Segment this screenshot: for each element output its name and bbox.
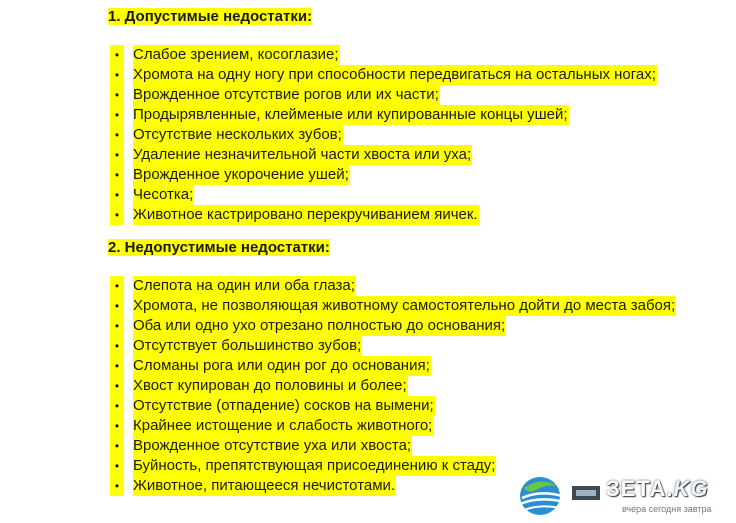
list-item-text: Хромота на одну ногу при способности передвигаться на остальных ногах; <box>133 66 656 83</box>
bullet-icon: • <box>110 45 124 65</box>
bullet-icon: • <box>110 396 124 416</box>
list-item-text: Слепота на один или оба глаза; <box>133 277 355 294</box>
bullet-icon: • <box>110 145 124 165</box>
list-item-text: Животное, питающееся нечистотами. <box>133 477 396 494</box>
logo-mark-icon <box>572 484 600 502</box>
list-item-text: Буйность, препятствующая присоединению к стаду; <box>133 457 496 474</box>
list-item-text: Оба или одно ухо отрезано полностью до основания; <box>133 317 506 334</box>
list-item-text: Крайнее истощение и слабость животного; <box>133 417 433 434</box>
watermark-tagline: вчера сегодня завтра <box>622 504 712 514</box>
bullet-icon: • <box>110 85 124 105</box>
watermark-logo <box>514 468 736 523</box>
bullet-icon: • <box>110 185 124 205</box>
list-item-text: Чесотка; <box>133 186 194 203</box>
bullet-icon: • <box>110 316 124 336</box>
list-item-text: Отсутствует большинство зубов; <box>133 337 362 354</box>
bullet-icon: • <box>110 456 124 476</box>
list-item-text: Слабое зрением, косоглазие; <box>133 46 339 63</box>
list-item-text: Врожденное отсутствие уха или хвоста; <box>133 437 412 454</box>
list-item-text: Хромота, не позволяющая животному самостоятельно дойти до места забоя; <box>133 297 676 314</box>
bullet-icon: • <box>110 165 124 185</box>
list-item-text: Отсутствие нескольких зубов; <box>133 126 342 143</box>
bullet-icon: • <box>110 356 124 376</box>
globe-icon <box>516 472 566 518</box>
list-item-text: Продырявленные, клейменые или купированные концы ушей; <box>133 106 568 123</box>
bullet-icon: • <box>110 125 124 145</box>
bullet-icon: • <box>110 436 124 456</box>
bullet-icon: • <box>110 336 124 356</box>
bullet-icon: • <box>110 276 124 296</box>
bullet-icon: • <box>110 205 124 225</box>
list-item-text: Удаление незначительной части хвоста или уха; <box>133 146 472 163</box>
bullet-icon: • <box>110 65 124 85</box>
list-item-text: Врожденное укорочение ушей; <box>133 166 349 183</box>
section-title-acceptable-defects: 1. Допустимые недостатки: <box>108 8 313 25</box>
list-item-text: Животное кастрировано перекручиванием яичек. <box>133 206 478 223</box>
list-item-text: Отсутствие (отпадение) сосков на вымени; <box>133 397 434 414</box>
list-item-text: Врожденное отсутствие рогов или их части; <box>133 86 439 103</box>
section-title-unacceptable-defects: 2. Недопустимые недостатки: <box>108 239 330 256</box>
bullet-icon: • <box>110 296 124 316</box>
bullet-icon: • <box>110 376 124 396</box>
list-item-text: Сломаны рога или один рог до основания; <box>133 357 430 374</box>
bullet-icon: • <box>110 476 124 496</box>
bullet-icon: • <box>110 105 124 125</box>
bullet-icon: • <box>110 416 124 436</box>
watermark-brand: ЗЕТА.KG <box>606 476 709 501</box>
list-item-text: Хвост купирован до половины и более; <box>133 377 407 394</box>
